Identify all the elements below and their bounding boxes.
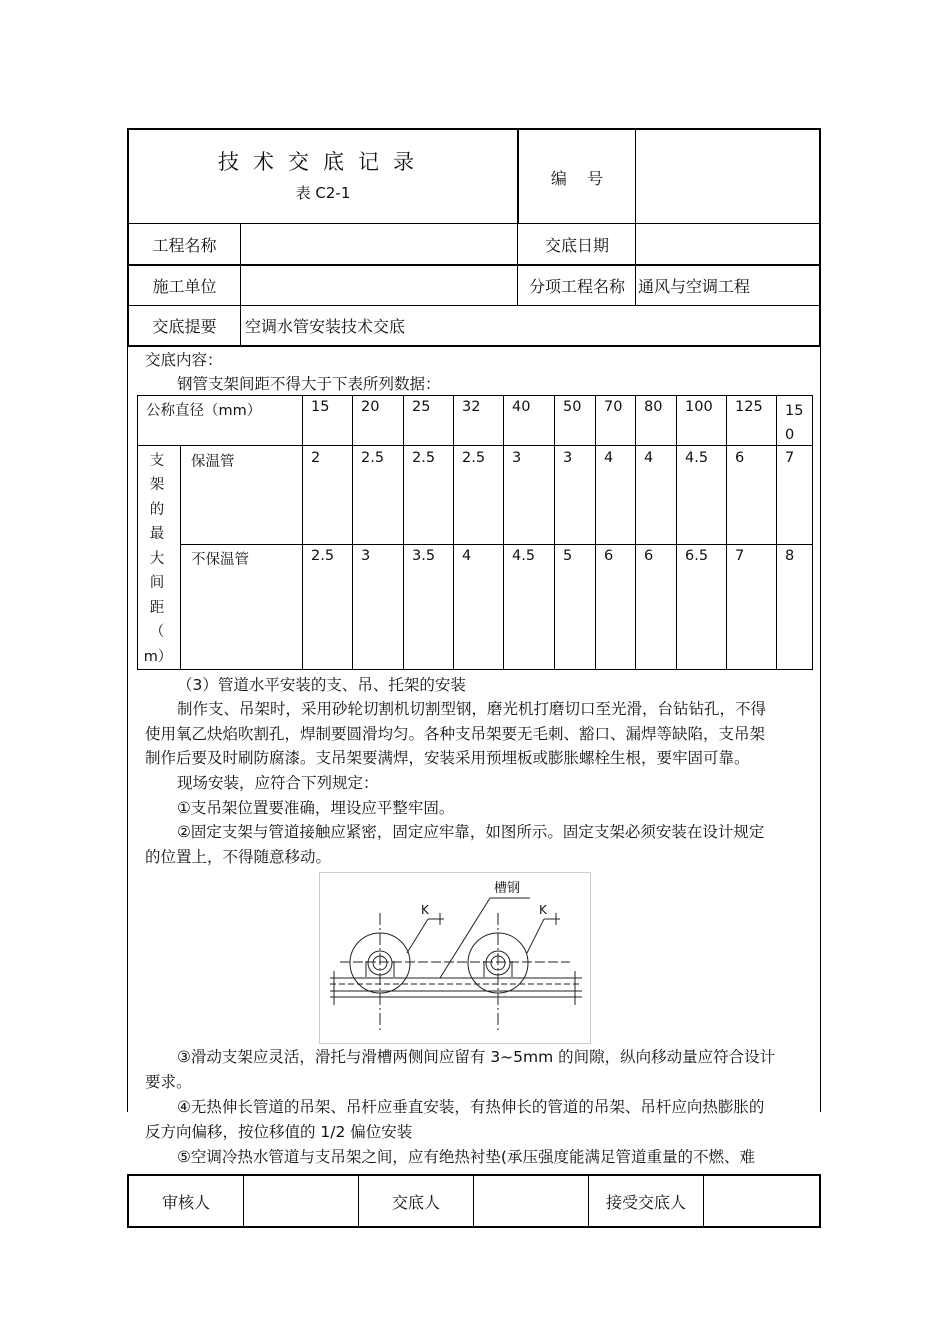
uninsulated-value: 7	[735, 548, 745, 564]
para1-line1: 制作支、吊架时，采用砂轮切割机切割型钢，磨光机打磨切口至光滑，台钻钻孔，不得	[177, 700, 767, 718]
uninsulated-value: 4	[462, 548, 472, 564]
content-heading: 交底内容：	[145, 351, 223, 369]
number-field[interactable]	[637, 130, 819, 224]
content-right-border	[820, 346, 821, 1112]
row-name-insulated: 保温管	[191, 454, 235, 470]
para2: 现场安装，应符合下列规定：	[177, 774, 379, 792]
insulated-value: 4	[644, 450, 654, 466]
diameter-cell: 100	[685, 399, 713, 415]
right-border	[819, 128, 821, 346]
spacing-table-line	[453, 395, 454, 670]
discloser-field[interactable]	[474, 1176, 588, 1226]
insulated-value: 3	[563, 450, 573, 466]
side-label-char: 大	[149, 551, 165, 567]
project-name-label: 工程名称	[152, 235, 217, 255]
uninsulated-value: 4.5	[512, 548, 536, 564]
section-3-title: （3）管道水平安装的支、吊、托架的安装	[177, 676, 466, 694]
construction-unit-field[interactable]	[242, 266, 517, 305]
form-code: 表 C2-1	[295, 183, 351, 202]
summary-value: 空调水管安装技术交底	[245, 317, 406, 336]
sub-project-value: 通风与空调工程	[638, 277, 751, 296]
uninsulated-value: 2.5	[311, 548, 335, 564]
label-divider	[240, 223, 241, 346]
reviewer-field[interactable]	[244, 1176, 358, 1226]
spacing-table-line	[137, 395, 138, 670]
insulated-value: 6	[735, 450, 745, 466]
uninsulated-value: 3.5	[412, 548, 436, 564]
insulated-value: 2.5	[412, 450, 436, 466]
side-label-char: 的	[149, 502, 165, 518]
uninsulated-value: 8	[785, 548, 795, 564]
item-5-line1: ⑤空调冷热水管道与支吊架之间，应有绝热衬垫(承压强度能满足管道重量的不燃、难	[177, 1148, 755, 1166]
insulated-value: 3	[512, 450, 522, 466]
diameter-header: 公称直径（mm）	[146, 403, 262, 419]
spacing-table-line	[137, 445, 813, 446]
diameter-cell: 125	[735, 399, 763, 415]
spacing-table-line	[302, 395, 303, 670]
spacing-table-line	[180, 544, 813, 545]
content-left-border	[127, 346, 128, 1112]
side-label-char: 距	[149, 600, 165, 616]
sub-project-label: 分项工程名称	[528, 277, 625, 296]
spacing-table-line	[554, 395, 555, 670]
insulated-value: 2.5	[361, 450, 385, 466]
support-figure	[319, 872, 591, 1044]
channel-label: 槽钢	[494, 881, 521, 896]
insulated-value: 2	[311, 450, 321, 466]
diameter-cell: 32	[462, 399, 481, 415]
project-name-field[interactable]	[242, 224, 517, 264]
diameter-cell: 20	[361, 399, 380, 415]
k-label-left: K	[421, 903, 429, 917]
mid-divider	[517, 223, 518, 306]
para1-line3: 制作后要及时刷防腐漆。支吊架要满焊，安装采用预埋板或膨胀螺栓生根，要牢固可靠。	[145, 749, 750, 767]
footer-bottom-border	[127, 1226, 821, 1228]
diameter-cell: 15	[311, 399, 330, 415]
spacing-table-line	[812, 395, 813, 670]
item-2-line2: 的位置上，不得随意移动。	[145, 848, 332, 866]
spacing-table-line	[137, 669, 813, 670]
diameter-cell: 40	[512, 399, 531, 415]
side-label-char: 最	[149, 526, 165, 542]
receiver-label: 接受交底人	[605, 1192, 686, 1212]
footer-right-border	[819, 1174, 821, 1228]
receiver-field[interactable]	[704, 1176, 819, 1226]
item-4-line2: 反方向偏移，按位移值的 1/2 偏位安装	[145, 1123, 413, 1141]
side-label-char: （	[149, 624, 165, 640]
header-divider-2	[635, 128, 636, 306]
support-diagram	[320, 873, 590, 1043]
insulated-value: 7	[785, 450, 795, 466]
side-label-char: 支	[149, 453, 165, 469]
item-3-line2: 要求。	[145, 1073, 192, 1091]
diameter-cell: 80	[644, 399, 663, 415]
spacing-table-line	[595, 395, 596, 670]
item-2-line1: ②固定支架与管道接触应紧密，固定应牢靠，如图所示。固定支架必须安装在设计规定	[177, 823, 765, 841]
row-line-4	[127, 345, 821, 347]
insulated-value: 4.5	[685, 450, 709, 466]
spacing-table-line	[676, 395, 677, 670]
construction-unit-label: 施工单位	[152, 277, 217, 296]
side-label-char: 架	[149, 477, 165, 493]
date-field[interactable]	[637, 224, 819, 264]
diameter-cell: 25	[412, 399, 431, 415]
spacing-table-line	[635, 395, 636, 670]
summary-label: 交底提要	[152, 317, 217, 336]
diameter-cell: 15 0	[785, 403, 804, 443]
spacing-table-line	[137, 395, 813, 396]
page-title: 技术交底记录	[218, 150, 428, 174]
date-label: 交底日期	[544, 235, 609, 255]
number-label: 编 号	[550, 168, 604, 188]
diameter-cell: 70	[604, 399, 623, 415]
uninsulated-value: 6	[604, 548, 614, 564]
k-label-right: K	[539, 903, 547, 917]
para1-line2: 使用氧乙炔焰吹割孔，焊制要圆滑均匀。各种支吊架要无毛刺、豁口、漏焊等缺陷，支吊架	[145, 725, 766, 743]
row-name-uninsulated: 不保温管	[191, 552, 249, 568]
insulated-value: 4	[604, 450, 614, 466]
spacing-table-line	[180, 445, 181, 670]
spacing-table-line	[352, 395, 353, 670]
item-1: ①支吊架位置要准确，埋设应平整牢固。	[177, 799, 455, 817]
item-4-line1: ④无热伸长管道的吊架、吊杆应垂直安装，有热伸长的管道的吊架、吊杆应向热膨胀的	[177, 1098, 765, 1116]
reviewer-label: 审核人	[161, 1192, 210, 1212]
discloser-label: 交底人	[391, 1192, 440, 1212]
side-label-char: 间	[149, 575, 165, 591]
side-label-char: m）	[143, 649, 173, 665]
intro-text: 钢管支架间距不得大于下表所列数据：	[177, 375, 441, 393]
spacing-table-line	[726, 395, 727, 670]
uninsulated-value: 6	[644, 548, 654, 564]
spacing-table-line	[403, 395, 404, 670]
uninsulated-value: 6.5	[685, 548, 709, 564]
diameter-cell: 50	[563, 399, 582, 415]
insulated-value: 2.5	[462, 450, 486, 466]
item-3-line1: ③滑动支架应灵活，滑托与滑槽两侧间应留有 3~5mm 的间隙，纵向移动量应符合设计	[177, 1048, 776, 1066]
uninsulated-value: 5	[563, 548, 573, 564]
spacing-table-line	[776, 395, 777, 670]
uninsulated-value: 3	[361, 548, 371, 564]
spacing-table-line	[503, 395, 504, 670]
